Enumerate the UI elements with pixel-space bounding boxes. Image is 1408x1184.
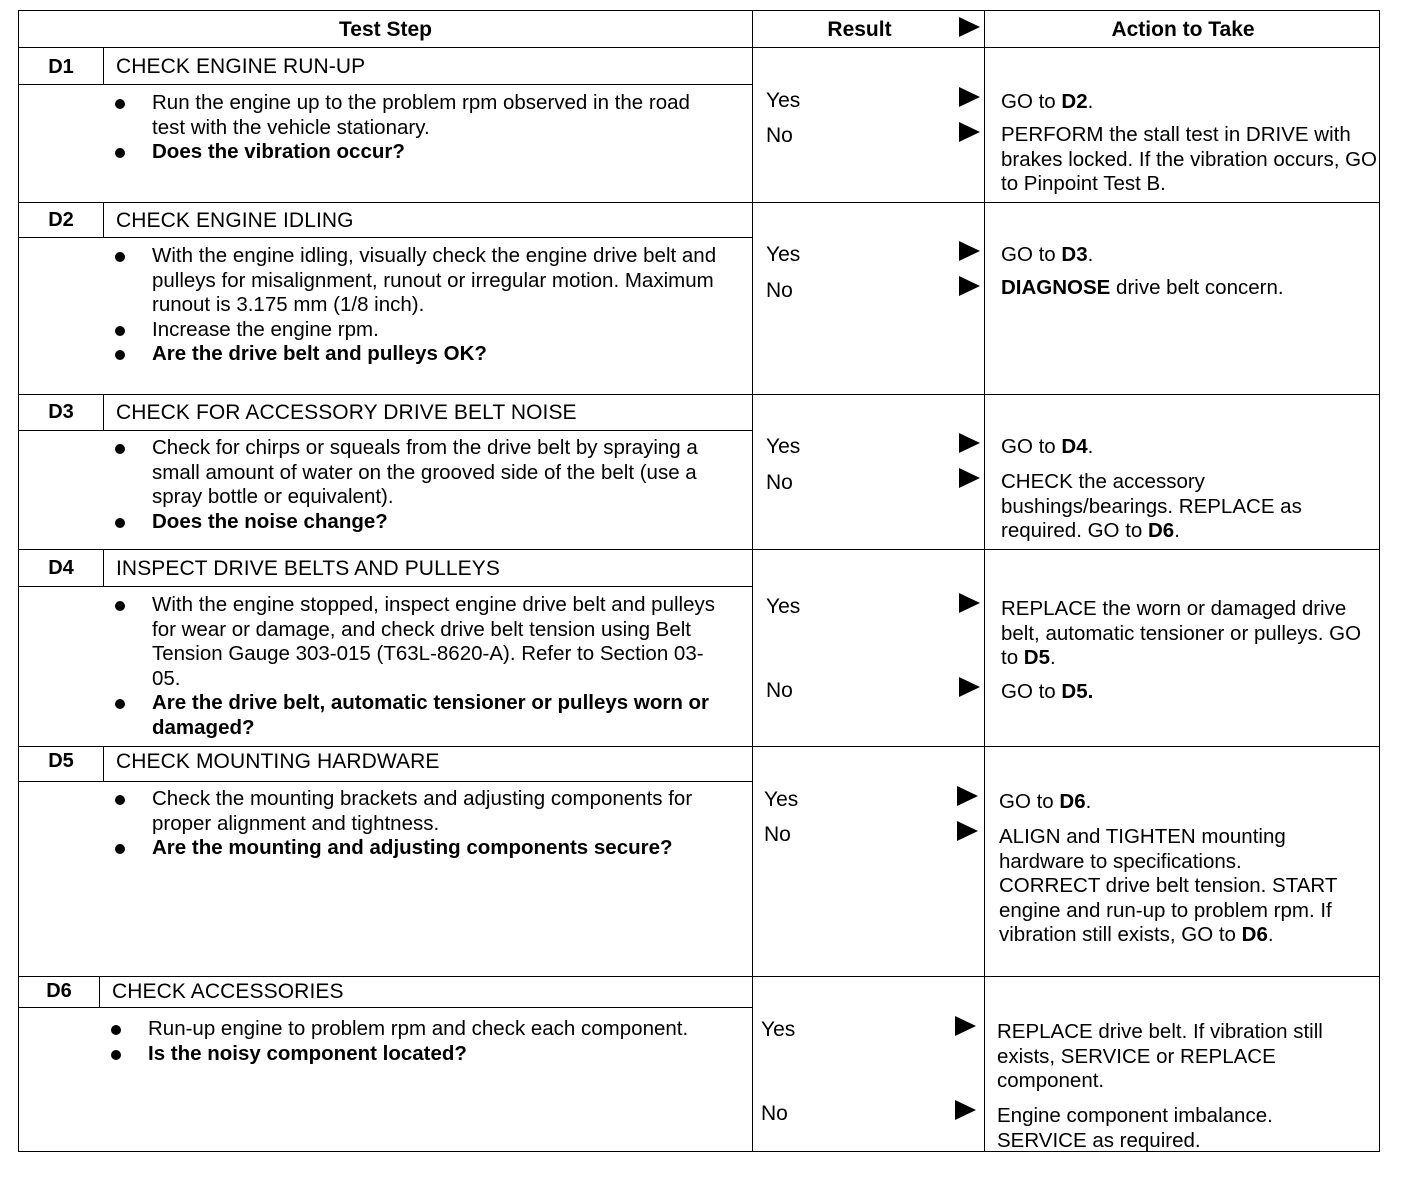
- arrow-right-icon: [959, 433, 980, 453]
- result-no-d1: No: [766, 124, 793, 147]
- step-bullets-d6: [107, 1017, 722, 1066]
- bullet-icon: [115, 844, 125, 854]
- action-yes-d6: REPLACE drive belt. If vibration still exists, SERVICE or REPLACE component.: [997, 1020, 1323, 1092]
- action-no-d6: Engine component imbalance. SERVICE as required.: [997, 1104, 1273, 1152]
- column-divider-action: [984, 11, 985, 1151]
- action-yes-d4: REPLACE the worn or damaged drive belt, automatic tensioner or pulleys. GO to D5.: [1001, 597, 1362, 669]
- result-yes-d2: Yes: [766, 243, 801, 266]
- action-no-d5: ALIGN and TIGHTEN mounting hardware to specifications. CORRECT drive belt tension. START engine and run-up to problem rpm. If vibration still exists, GO to D6.: [999, 825, 1337, 946]
- action-yes-d3: GO to D4.: [1001, 435, 1094, 458]
- bullet-question: Is the noisy component located?: [107, 1042, 722, 1067]
- result-yes-d1: Yes: [766, 89, 801, 112]
- bullet-question: Are the drive belt and pulleys OK?: [111, 342, 726, 367]
- bullet-icon: [115, 444, 125, 454]
- result-no-d3: No: [766, 471, 793, 494]
- step-title-d3: CHECK FOR ACCESSORY DRIVE BELT NOISE: [116, 401, 577, 424]
- action-yes-d5: GO to D6.: [999, 790, 1092, 813]
- title-row-divider: [19, 430, 752, 431]
- arrow-right-icon: [959, 677, 980, 697]
- step-title-d1: CHECK ENGINE RUN-UP: [116, 55, 366, 78]
- action-no-d2: DIAGNOSE drive belt concern.: [1001, 276, 1284, 299]
- step-bullets-d1: [111, 91, 726, 165]
- bullet-icon: [111, 1050, 121, 1060]
- step-id-d4: D4: [48, 557, 74, 579]
- title-row-divider: [19, 781, 752, 782]
- arrow-right-icon: [959, 468, 980, 488]
- bullet-item: Increase the engine rpm.: [111, 318, 726, 343]
- step-separator: [19, 746, 1379, 747]
- bullet-item: Run-up engine to problem rpm and check each component.: [107, 1017, 722, 1042]
- result-no-d5: No: [764, 823, 791, 846]
- bullet-item: Check for chirps or squeals from the drive belt by spraying a small amount of water on the grooved side of the belt (use a spray bottle or equivalent).: [111, 436, 726, 510]
- column-divider-result: [752, 11, 753, 1151]
- bullet-icon: [115, 601, 125, 611]
- id-cell-divider: [103, 394, 104, 430]
- bullet-icon: [115, 350, 125, 360]
- id-cell-divider: [103, 202, 104, 237]
- id-cell-divider: [103, 549, 104, 586]
- arrow-right-icon: [955, 1016, 976, 1036]
- step-separator: [19, 976, 1379, 977]
- id-cell-divider: [99, 976, 100, 1007]
- step-title-d5: CHECK MOUNTING HARDWARE: [116, 750, 440, 773]
- header-test-step: Test Step: [339, 17, 432, 41]
- step-bullets-d3: [111, 436, 726, 534]
- bullet-question: Are the drive belt, automatic tensioner or pulleys worn or damaged?: [111, 691, 726, 740]
- step-bullets-d4: [111, 593, 726, 740]
- result-no-d6: No: [761, 1102, 788, 1125]
- bullet-item: Check the mounting brackets and adjusting components for proper alignment and tightness.: [111, 787, 726, 836]
- arrow-right-icon: [957, 821, 978, 841]
- title-row-divider: [19, 586, 752, 587]
- id-cell-divider: [103, 47, 104, 84]
- arrow-right-icon: [959, 241, 980, 261]
- arrow-right-icon: [959, 593, 980, 613]
- bullet-icon: [111, 1025, 121, 1035]
- step-id-d3: D3: [48, 401, 74, 423]
- arrow-right-icon: [959, 87, 980, 107]
- header-action: Action to Take: [1111, 17, 1255, 41]
- title-row-divider: [19, 84, 752, 85]
- step-bullets-d2: [111, 244, 726, 367]
- action-yes-d2: GO to D3.: [1001, 243, 1094, 266]
- step-id-d1: D1: [48, 56, 74, 78]
- result-no-d2: No: [766, 279, 793, 302]
- bullet-icon: [115, 518, 125, 528]
- step-separator: [19, 202, 1379, 203]
- id-cell-divider: [103, 746, 104, 781]
- bullet-question: Does the vibration occur?: [111, 140, 726, 165]
- action-no-d4: GO to D5.: [1001, 680, 1094, 703]
- action-yes-d1: GO to D2.: [1001, 90, 1094, 113]
- bullet-icon: [115, 148, 125, 158]
- step-separator: [19, 394, 1379, 395]
- bullet-item: With the engine stopped, inspect engine drive belt and pulleys for wear or damage, and check drive belt tension using Belt Tension Gauge 303-015 (T63L-8620-A). Refer to Section 03-05.: [111, 593, 726, 691]
- action-no-d1: PERFORM the stall test in DRIVE with brakes locked. If the vibration occurs, GO to Pinpoint Test B.: [1001, 123, 1377, 195]
- step-bullets-d5: [111, 787, 726, 861]
- bullet-icon: [115, 99, 125, 109]
- result-yes-d6: Yes: [761, 1018, 796, 1041]
- bullet-icon: [115, 252, 125, 262]
- header-result: Result: [827, 17, 892, 41]
- title-row-divider: [19, 237, 752, 238]
- result-yes-d3: Yes: [766, 435, 801, 458]
- step-title-d4: INSPECT DRIVE BELTS AND PULLEYS: [116, 557, 500, 580]
- bullet-icon: [115, 795, 125, 805]
- action-no-d3: CHECK the accessory bushings/bearings. REPLACE as required. GO to D6.: [1001, 470, 1302, 542]
- bullet-icon: [115, 326, 125, 336]
- header-divider: [19, 47, 1379, 48]
- arrow-right-icon: [959, 122, 980, 142]
- bullet-item: With the engine idling, visually check the engine drive belt and pulleys for misalignment, runout or irregular motion. Maximum runout is 3.175 mm (1/8 inch).: [111, 244, 726, 318]
- result-yes-d5: Yes: [764, 788, 799, 811]
- bullet-question: Are the mounting and adjusting components secure?: [111, 836, 726, 861]
- diagnostic-table: [18, 10, 1380, 1152]
- bullet-question: Does the noise change?: [111, 510, 726, 535]
- arrow-right-icon: [959, 276, 980, 296]
- step-title-d2: CHECK ENGINE IDLING: [116, 209, 354, 232]
- header-arrow-icon: [959, 17, 980, 37]
- arrow-right-icon: [957, 786, 978, 806]
- result-no-d4: No: [766, 679, 793, 702]
- bullet-item: Run the engine up to the problem rpm observed in the road test with the vehicle stationary.: [111, 91, 726, 140]
- title-row-divider: [19, 1007, 752, 1008]
- step-id-d6: D6: [46, 980, 72, 1002]
- step-id-d2: D2: [48, 209, 74, 231]
- result-yes-d4: Yes: [766, 595, 801, 618]
- step-id-d5: D5: [48, 750, 74, 772]
- step-separator: [19, 549, 1379, 550]
- step-title-d6: CHECK ACCESSORIES: [112, 980, 344, 1003]
- arrow-right-icon: [955, 1100, 976, 1120]
- bullet-icon: [115, 699, 125, 709]
